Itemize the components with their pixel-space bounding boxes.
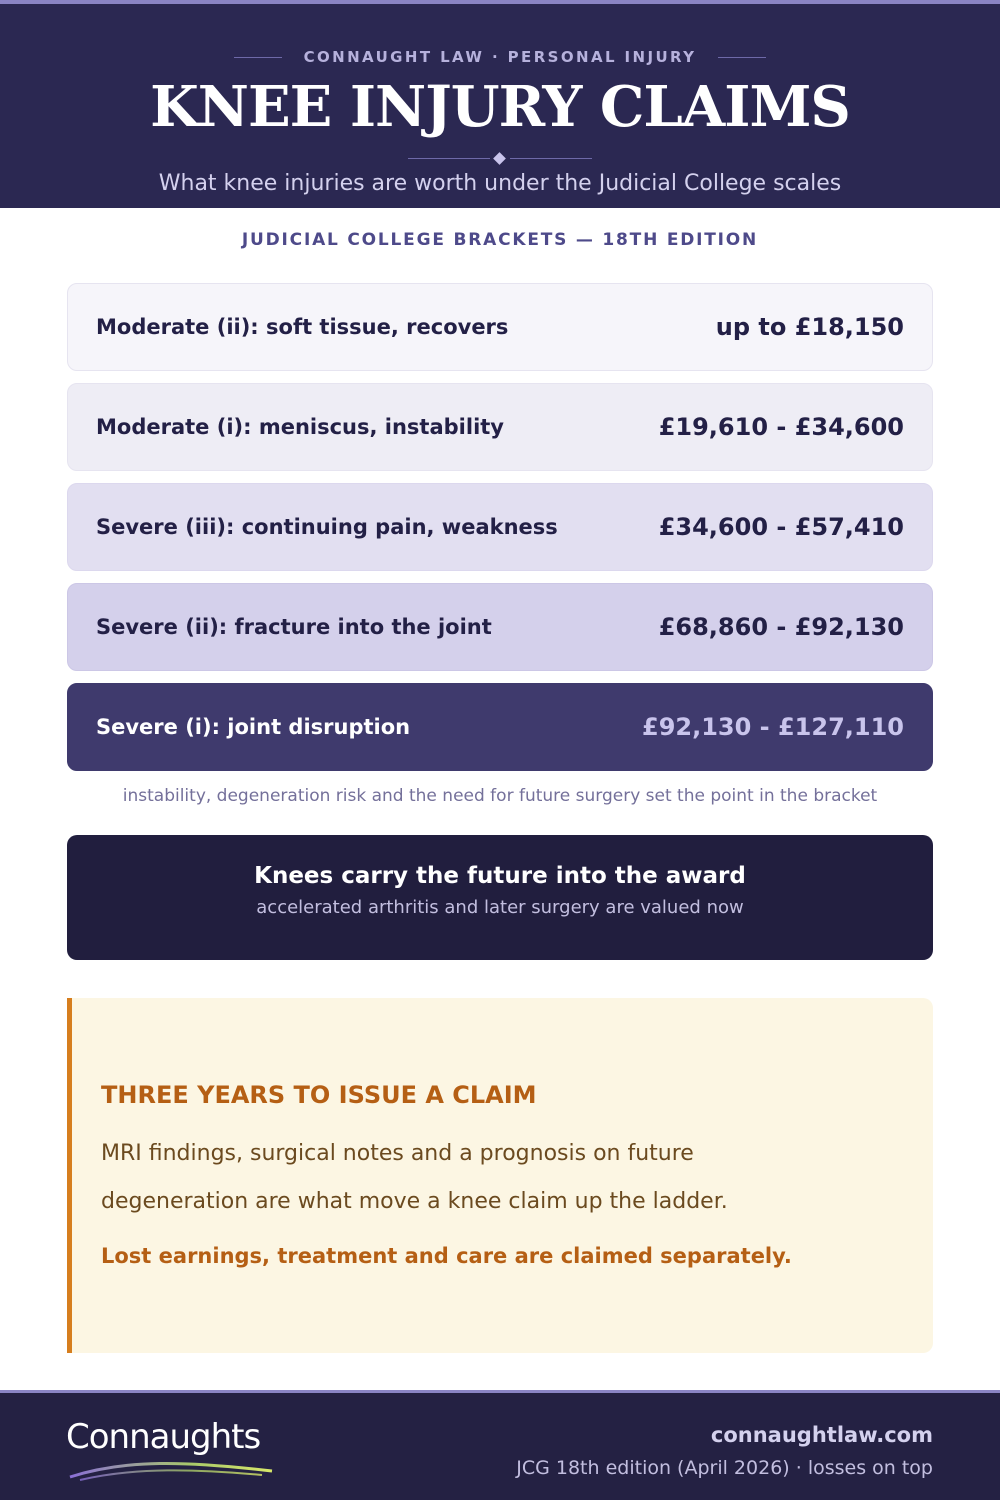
- bracket-label: Severe (iii): continuing pain, weakness: [96, 515, 558, 539]
- diamond-icon: [493, 152, 506, 165]
- eyebrow-text: CONNAUGHT LAW · PERSONAL INJURY: [303, 48, 697, 66]
- bracket-list: [67, 283, 933, 783]
- diamond-divider: [408, 153, 592, 165]
- deadline-heading: THREE YEARS TO ISSUE A CLAIM: [101, 1081, 537, 1109]
- bracket-row: [67, 383, 933, 471]
- header-banner: [0, 0, 1000, 208]
- limitation-deadline-box: [67, 998, 933, 1353]
- callout-heading: Knees carry the future into the award: [254, 863, 746, 889]
- eyebrow-rule-right: [718, 57, 766, 58]
- eyebrow-row: [0, 48, 1000, 66]
- bracket-label: Moderate (ii): soft tissue, recovers: [96, 315, 509, 339]
- bracket-value: up to £18,150: [715, 313, 904, 341]
- page-title: KNEE INJURY CLAIMS: [150, 74, 850, 140]
- bracket-value: £68,860 - £92,130: [658, 613, 904, 641]
- callout-subtext: accelerated arthritis and later surgery are valued now: [256, 897, 744, 918]
- bracket-label: Severe (ii): fracture into the joint: [96, 615, 492, 639]
- bracket-label: Moderate (i): meniscus, instability: [96, 415, 504, 439]
- key-message-callout: [67, 835, 933, 960]
- footer-note: JCG 18th edition (April 2026) · losses on top: [516, 1457, 933, 1479]
- bracket-label: Severe (i): joint disruption: [96, 715, 411, 739]
- bracket-row: [67, 283, 933, 371]
- bracket-value: £92,130 - £127,110: [642, 713, 904, 741]
- bracket-row: [67, 583, 933, 671]
- connaughts-logo[interactable]: [66, 1417, 286, 1479]
- bracket-row-highlight: [67, 683, 933, 771]
- page-subtitle: What knee injuries are worth under the Judicial College scales: [158, 171, 842, 196]
- section-heading: JUDICIAL COLLEGE BRACKETS — 18TH EDITION: [241, 230, 759, 250]
- footer: [0, 1390, 1000, 1500]
- deadline-emphasis: Lost earnings, treatment and care are claimed separately.: [101, 1244, 792, 1268]
- logo-swoosh-icon: [66, 1457, 276, 1483]
- deadline-body: MRI findings, surgical notes and a prognosis on future degeneration are what move a knee claim up the ladder.: [101, 1141, 728, 1214]
- website-link[interactable]: connaughtlaw.com: [710, 1423, 933, 1447]
- bracket-value: £19,610 - £34,600: [658, 413, 904, 441]
- eyebrow-rule-left: [234, 57, 282, 58]
- logo-wordmark: Connaughts: [66, 1417, 261, 1457]
- bracket-footnote: instability, degeneration risk and the need for future surgery set the point in the bracket: [122, 786, 878, 806]
- bracket-row: [67, 483, 933, 571]
- bracket-value: £34,600 - £57,410: [658, 513, 904, 541]
